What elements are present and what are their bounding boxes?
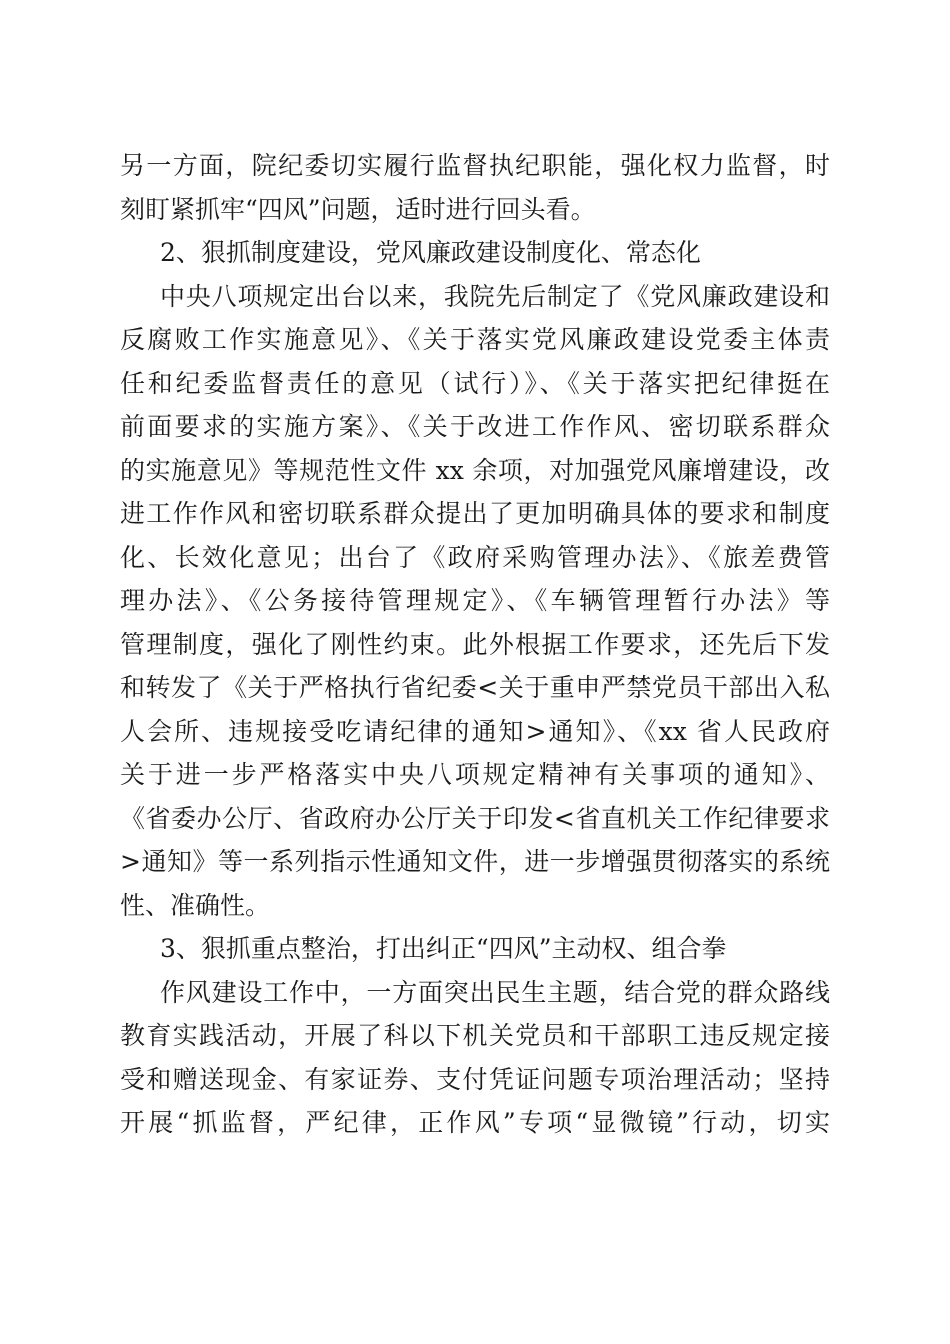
text-line: 任和纪委监督责任的意见（试行）》、《关于落实把纪律挺在: [120, 368, 830, 398]
text-line: 关于进一步严格落实中央八项规定精神有关事项的通知》、: [120, 760, 830, 789]
text-line: 作风建设工作中，一方面突出民生主题，结合党的群众路线: [160, 977, 830, 1007]
text-line: 中央八项规定出台以来，我院先后制定了《党风廉政建设和: [160, 281, 830, 311]
text-line: 教育实践活动，开展了科以下机关党员和干部职工违反规定接: [120, 1021, 830, 1050]
text-line: 受和赠送现金、有家证券、支付凭证问题专项治理活动；坚持: [120, 1064, 830, 1094]
text-line: 管理制度，强化了刚性约束。此外根据工作要求，还先后下发: [120, 629, 830, 659]
text-line: 2、狠抓制度建设，党风廉政建设制度化、常态化: [160, 238, 701, 267]
text-line: 进工作作风和密切联系群众提出了更加明确具体的要求和制度: [120, 499, 830, 528]
text-line: 理办法》、《公务接待管理规定》、《车辆管理暂行办法》等: [120, 586, 830, 615]
text-line: 刻盯紧抓牢“四风”问题，适时进行回头看。: [120, 194, 596, 224]
text-line: 反腐败工作实施意见》、《关于落实党风廉政建设党委主体责: [120, 325, 830, 354]
text-line: 《省委办公厅、省政府办公厅关于印发<省直机关工作纪律要求: [120, 803, 830, 833]
text-line: 另一方面，院纪委切实履行监督执纪职能，强化权力监督，时: [120, 151, 830, 180]
text-line: 和转发了《关于严格执行省纪委<关于重申严禁党员干部出入私: [120, 673, 830, 702]
document-body: [120, 144, 830, 1145]
text-line: 开展“抓监督，严纪律，正作风”专项“显微镜”行动，切实: [120, 1108, 830, 1137]
text-line: 化、长效化意见；出台了《政府采购管理办法》、《旅差费管: [120, 542, 830, 572]
text-line: 性、准确性。: [120, 890, 271, 920]
text-line: 3、狠抓重点整治，打出纠正“四风”主动权、组合拳: [160, 934, 727, 963]
text-line: >通知》等一系列指示性通知文件，进一步增强贯彻落实的系统: [120, 847, 830, 876]
text-line: 人会所、违规接受吃请纪律的通知>通知》、《xx 省人民政府: [120, 716, 830, 746]
text-line: 的实施意见》等规范性文件 xx 余项，对加强党风廉增建设，改: [120, 455, 830, 485]
text-line: 前面要求的实施方案》、《关于改进工作作风、密切联系群众: [120, 412, 830, 441]
